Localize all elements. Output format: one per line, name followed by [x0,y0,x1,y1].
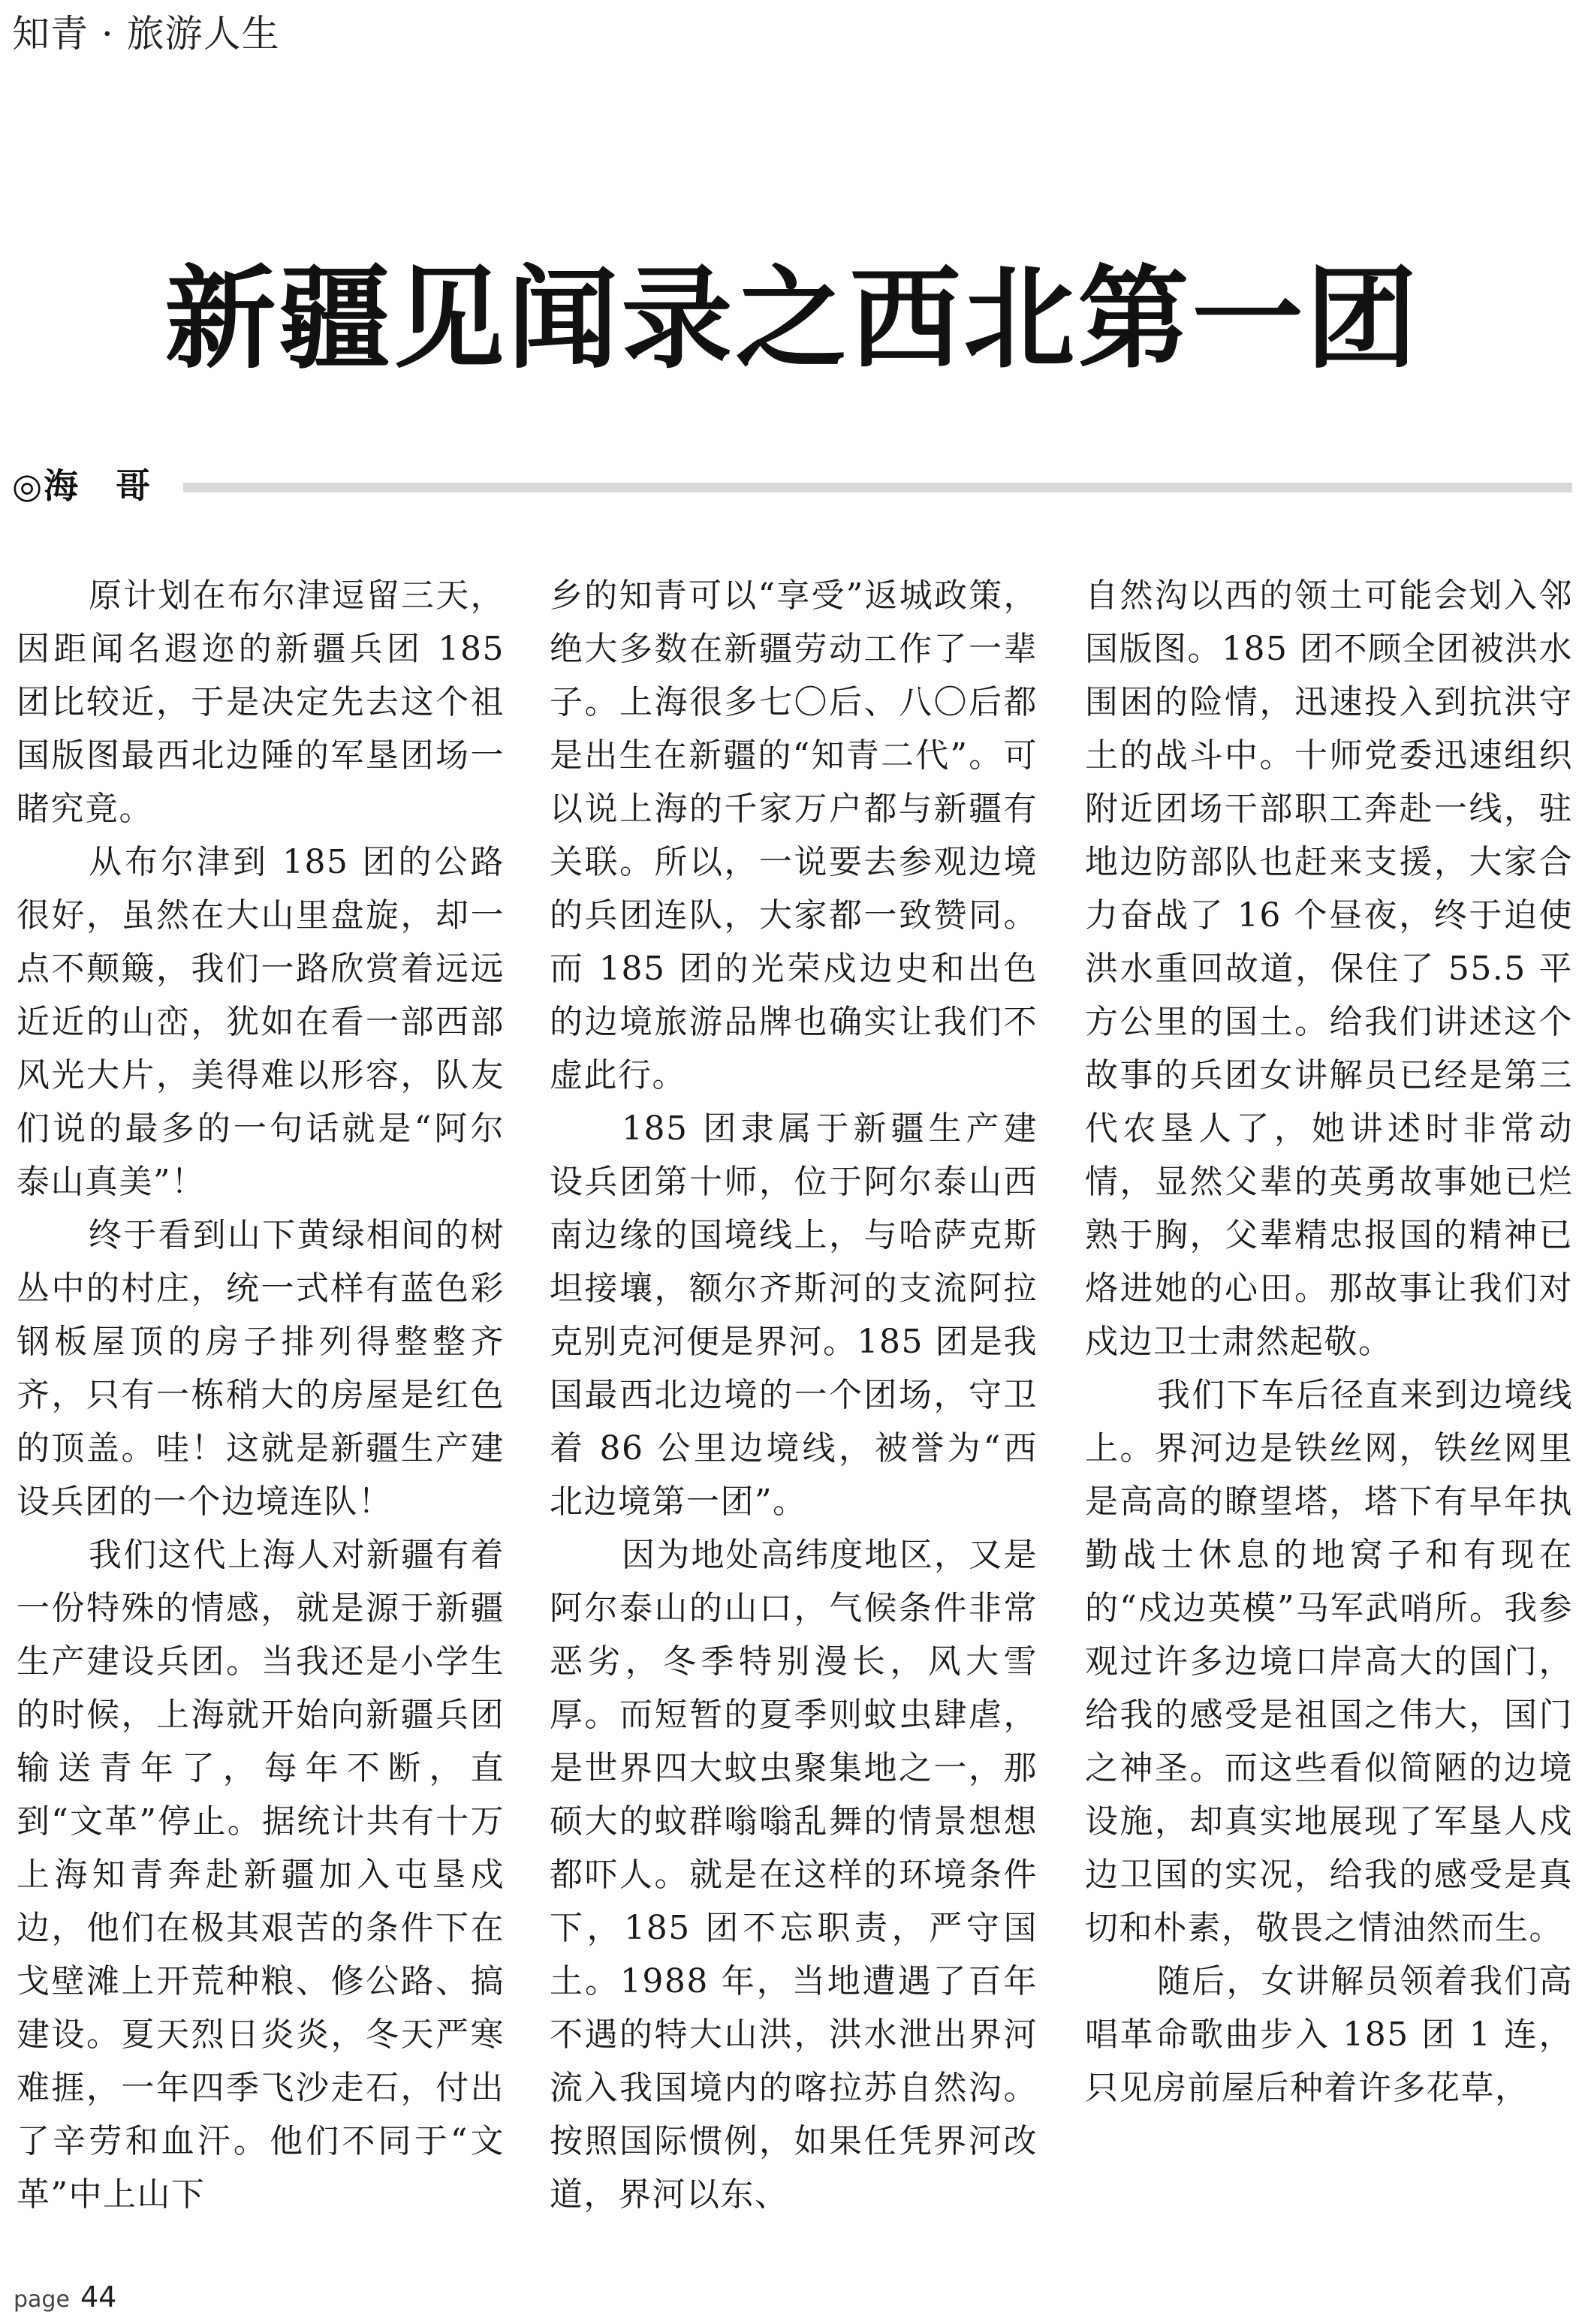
paragraph: 乡的知青可以“享受”返城政策，绝大多数在新疆劳动工作了一辈子。上海很多七〇后、八〇后都是出生在新疆的“知青二代”。可以说上海的千家万户都与新疆有关联。所以，一说要去参观边境的兵团连队，大家都一致赞同。而 185 团的光荣戍边史和出色的边境旅游品牌也确实让我们不虚此行。 [550,576,1038,1094]
article-title: 新疆见闻录之西北第一团 [164,254,1421,384]
author-byline: ◎海 哥 [12,465,152,506]
column-2 [550,569,1038,2220]
byline-divider [183,483,1572,492]
paragraph: 我们这代上海人对新疆有着一份特殊的情感，就是源于新疆生产建设兵团。当我还是小学生的时候，上海就开始向新疆兵团输送青年了，每年不断，直到“文革”停止。据统计共有十万上海知青奔赴新疆加入屯垦戍边，他们在极其艰苦的条件下在戈壁滩上开荒种粮、修公路、搞建设。夏天烈日炎炎，冬天严寒难捱，一年四季飞沙走石，付出了辛劳和血汗。他们不同于“文革”中上山下 [17,1536,505,2214]
paragraph: 从布尔津到 185 团的公路很好，虽然在大山里盘旋，却一点不颠簸，我们一路欣赏着远远近近的山峦，犹如在看一部西部风光大片，美得难以形容，队友们说的最多的一句话就是“阿尔泰山真美”！ [17,843,505,1201]
page-label: page [14,2286,70,2313]
paragraph: 原计划在布尔津逗留三天，因距闻名遐迩的新疆兵团 185 团比较近，于是决定先去这个祖国版图最西北边陲的军垦团场一睹究竟。 [17,576,505,828]
column-3 [1085,569,1573,2220]
paragraph: 终于看到山下黄绿相间的树丛中的村庄，统一式样有蓝色彩钢板屋顶的房子排列得整整齐齐，只有一栋稍大的房屋是红色的顶盖。哇！这就是新疆生产建设兵团的一个边境连队！ [17,1216,505,1521]
paragraph: 185 团隶属于新疆生产建设兵团第十师，位于阿尔泰山西南边缘的国境线上，与哈萨克斯坦接壤，额尔齐斯河的支流阿拉克别克河便是界河。185 团是我国最西北边境的一个团场，守卫着 86 公里边境线，被誉为“西北边境第一团”。 [550,1109,1038,1521]
page-number: 44 [80,2280,117,2313]
section-header: 知青 · 旅游人生 [12,12,280,56]
article-body [0,569,1585,2220]
paragraph: 因为地处高纬度地区，又是阿尔泰山的山口，气候条件非常恶劣，冬季特别漫长，风大雪厚。而短暂的夏季则蚊虫肆虐，是世界四大蚊虫聚集地之一，那硕大的蚊群嗡嗡乱舞的情景想想都吓人。就是在这样的环境条件下，185 团不忘职责，严守国土。1988 年，当地遭遇了百年不遇的特大山洪，洪水泄出界河流入我国境内的喀拉苏自然沟。按照国际惯例，如果任凭界河改道，界河以东、 [550,1536,1038,2214]
paragraph: 自然沟以西的领土可能会划入邻国版图。185 团不顾全团被洪水围困的险情，迅速投入到抗洪守土的战斗中。十师党委迅速组织附近团场干部职工奔赴一线，驻地边防部队也赶来支援，大家合力奋战了 16 个昼夜，终于迫使洪水重回故道，保住了 55.5 平方公里的国土。给我们讲述这个故事的兵团女讲解员已经是第三代农垦人了，她讲述时非常动情，显然父辈的英勇故事她已烂熟于胸，父辈精忠报国的精神已烙进她的心田。那故事让我们对戍边卫士肃然起敬。 [1085,576,1573,1361]
paragraph: 随后，女讲解员领着我们高唱革命歌曲步入 185 团 1 连，只见房前屋后种着许多花草， [1085,1962,1573,2107]
column-1 [17,569,505,2220]
paragraph: 我们下车后径直来到边境线上。界河边是铁丝网，铁丝网里是高高的瞭望塔，塔下有早年执勤战士休息的地窝子和有现在的“戍边英模”马军武哨所。我参观过许多边境口岸高大的国门，给我的感受是祖国之伟大，国门之神圣。而这些看似简陋的边境设施，却真实地展现了军垦人戍边卫国的实况，给我的感受是真切和朴素，敬畏之情油然而生。 [1085,1376,1573,1947]
page-footer [14,2280,116,2313]
